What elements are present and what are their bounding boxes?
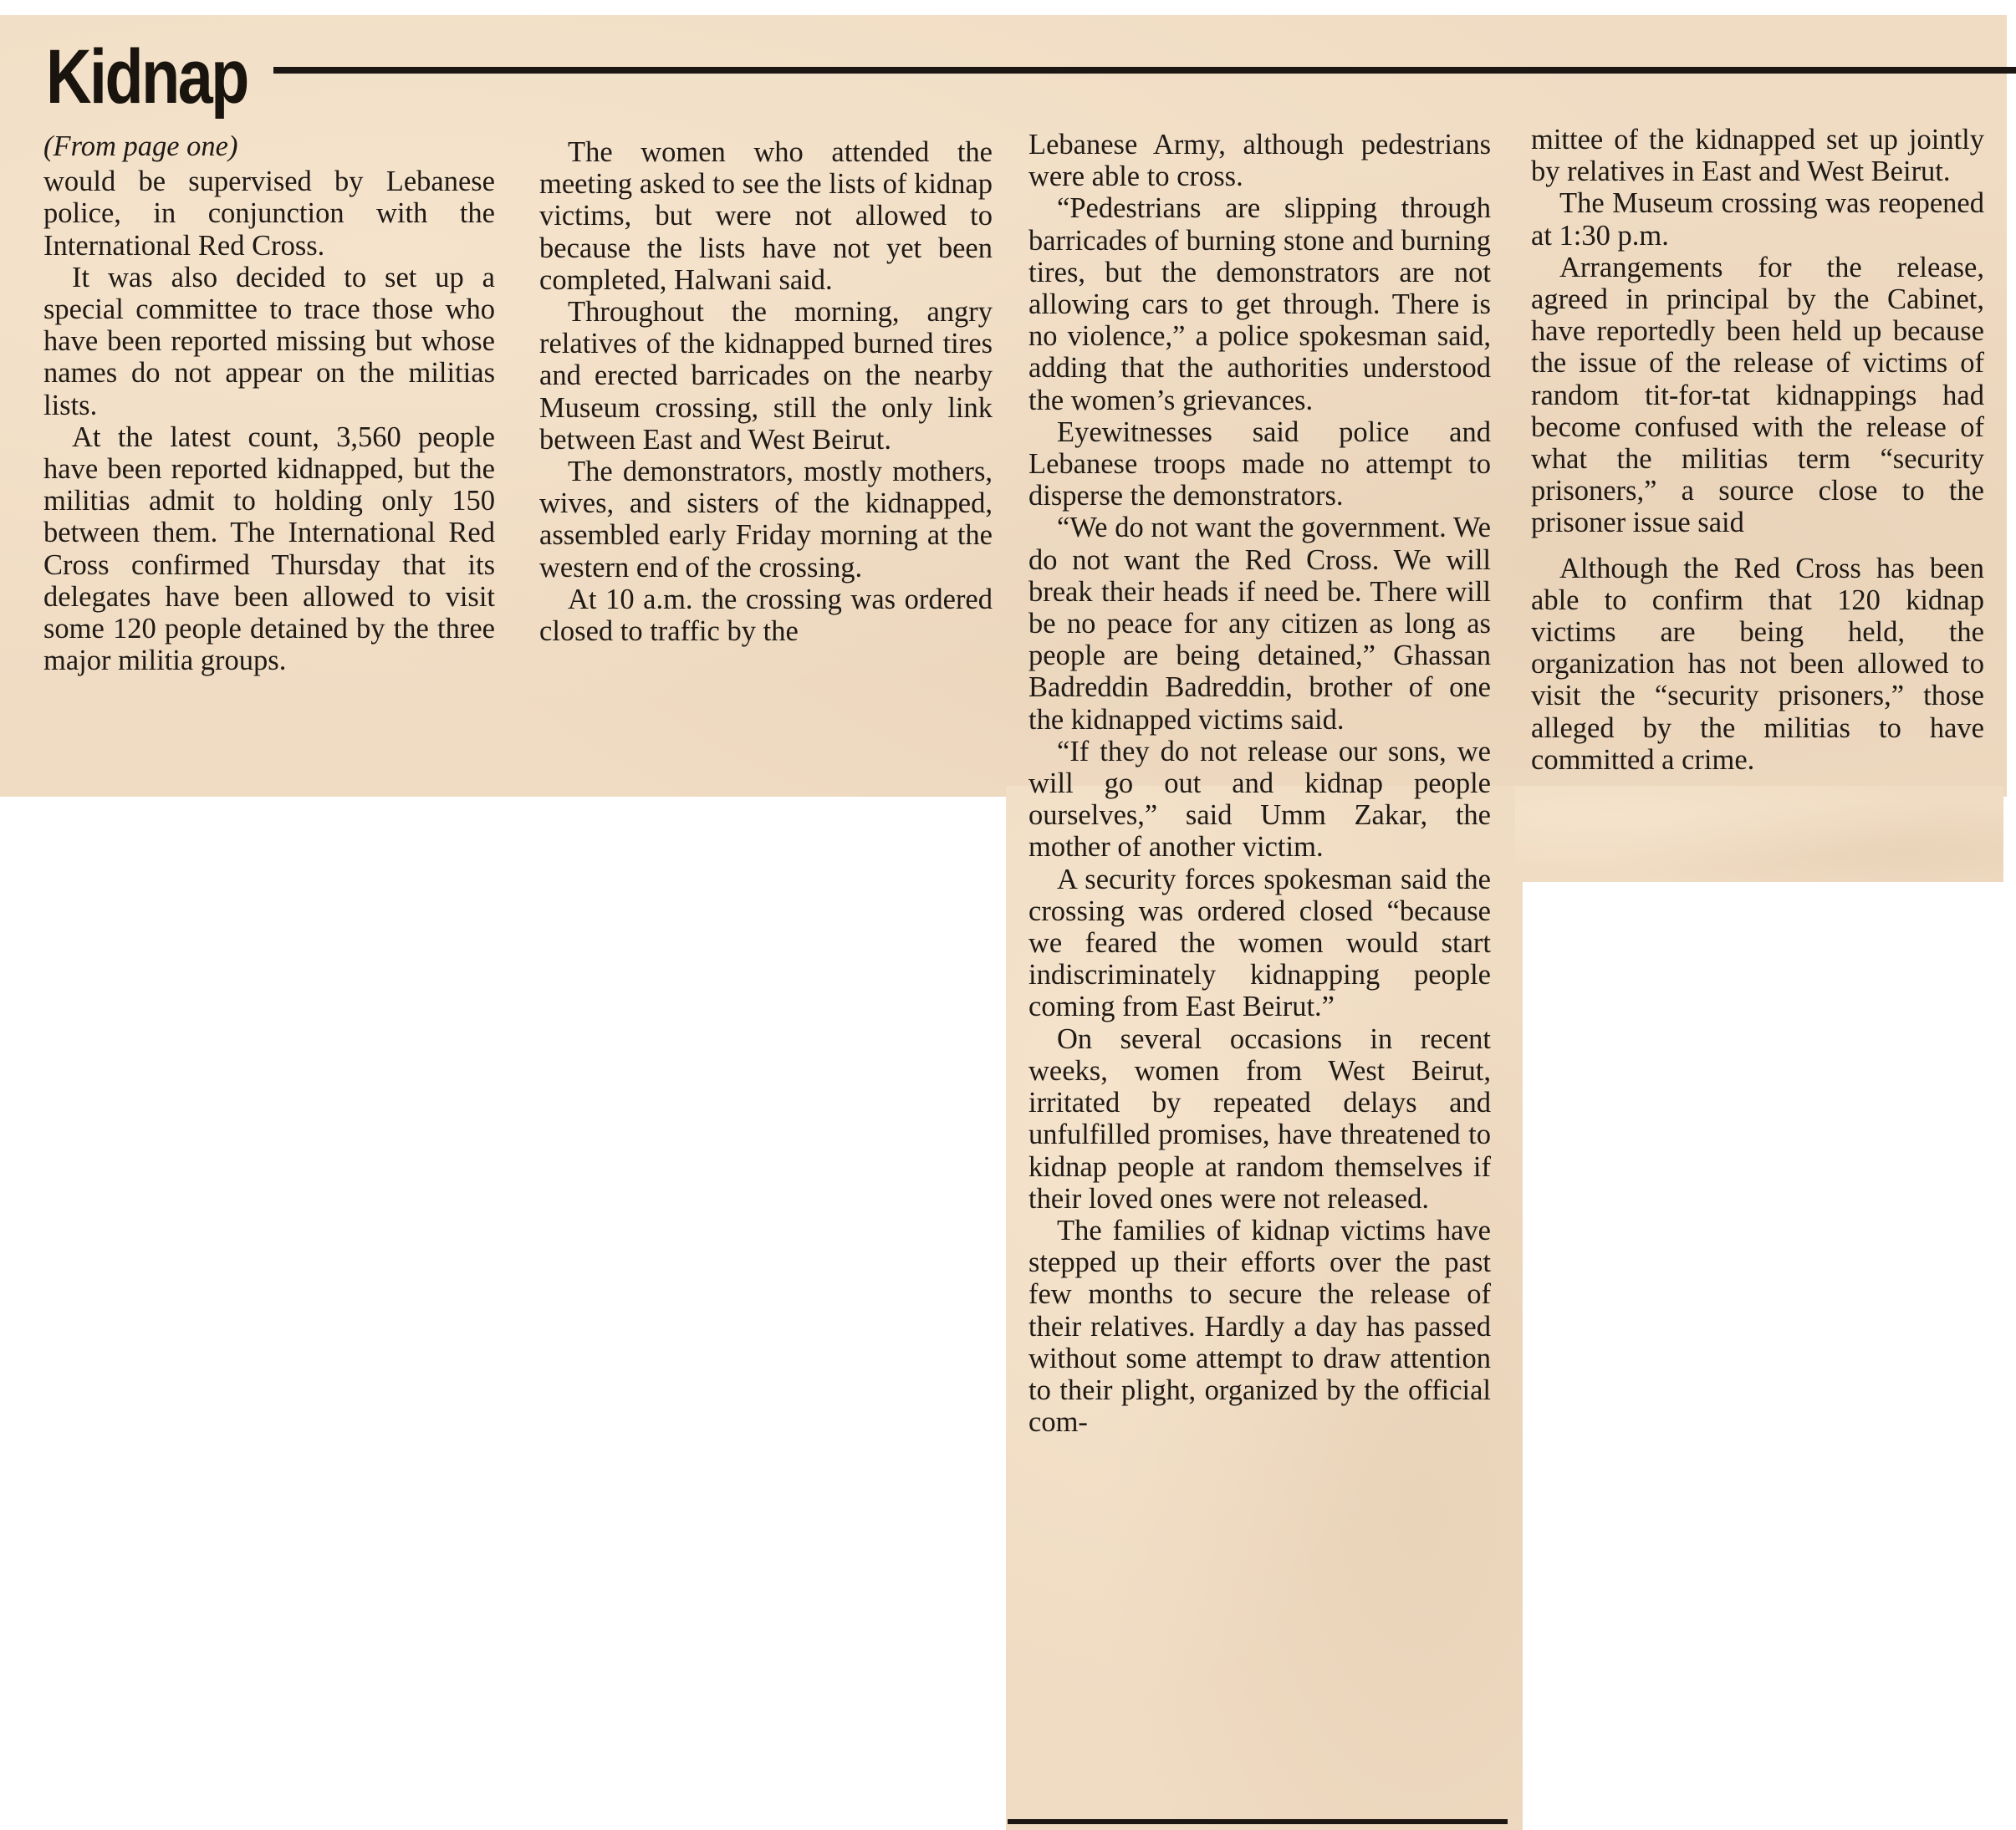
paragraph: mittee of the kidnapped set up jointly by relatives in East and West Beirut.: [1531, 124, 1984, 188]
paragraph: “If they do not release our sons, we will go out and kidnap people ourselves,” said Umm Zakar, the mother of another victim.: [1028, 735, 1491, 864]
article-column-2: [539, 136, 993, 647]
paragraph: The Museum crossing was reopened at 1:30 p.m.: [1531, 187, 1984, 252]
bottom-rule: [1008, 1819, 1508, 1824]
paragraph: On several occasions in recent weeks, women from West Beirut, irritated by repeated delays and unfulfilled promises, have threatened to kidnap people at random themselves if their loved ones were not released.: [1028, 1022, 1491, 1215]
paragraph: The women who attended the meeting asked to see the lists of kidnap victims, but were not allowed to because the lists have not yet been completed, Halwani said.: [539, 136, 993, 296]
paragraph: Arrangements for the release, agreed in principal by the Cabinet, have reportedly been held up because the issue of the release of victims of random tit-for-tat kidnappings had become confused with the release of what the militias term “security prisoners,” a source close to the prisoner issue said: [1531, 251, 1984, 539]
newsprint-clipping-fourth-column-tail: [1515, 786, 2003, 882]
paragraph: It was also decided to set up a special committee to trace those who have been reported missing but whose names do not appear on the militias lists.: [43, 261, 495, 421]
paragraph: “Pedestrians are slipping through barricades of burning stone and burning tires, but the demonstrators are not allowing cars to get through. There is no violence,” a police spokesman said, adding that the authorities understood the women’s grievances.: [1028, 192, 1491, 416]
paragraph: Although the Red Cross has been able to confirm that 120 kidnap victims are being held, the organization has not been allowed to visit the “security prisoners,” those alleged by the militias to have committed a crime.: [1531, 552, 1984, 776]
headline-rule: [273, 67, 2016, 74]
paragraph: Throughout the morning, angry relatives of the kidnapped burned tires and erected barricades on the nearby Museum crossing, still the only link between East and West Beirut.: [539, 296, 993, 456]
paragraph: At the latest count, 3,560 people have been reported kidnapped, but the militias admit to holding only 150 between them. The International Red Cross confirmed Thursday that its delegates have been allowed to visit some 120 people detained by the three major militia groups.: [43, 421, 495, 677]
article-column-3: [1028, 129, 1491, 1438]
paragraph: At 10 a.m. the crossing was ordered closed to traffic by the: [539, 583, 993, 648]
paragraph: would be supervised by Lebanese police, in conjunction with the International Red Cross.: [43, 166, 495, 262]
paragraph: A security forces spokesman said the crossing was ordered closed “because we feared the women would start indiscriminately kidnapping people coming from East Beirut.”: [1028, 863, 1491, 1023]
headline: Kidnap: [46, 34, 248, 120]
paragraph: The families of kidnap victims have stepped up their efforts over the past few months to secure the release of their relatives. Hardly a day has passed without some attempt to draw attention to their plight, organized by the official com-: [1028, 1214, 1491, 1439]
headline-row: [46, 27, 1986, 127]
paragraph: Eyewitnesses said police and Lebanese troops made no attempt to disperse the demonstrators.: [1028, 415, 1491, 512]
dateline: (From page one): [43, 130, 238, 162]
paragraph: “We do not want the government. We do not want the Red Cross. We will break their heads if need be. There will be no peace for any citizen as long as people are being detained,” Ghassan Badreddin Badreddin, brother of one the kidnapped victims said.: [1028, 512, 1491, 736]
article-column-1: [43, 130, 495, 676]
paragraph: The demonstrators, mostly mothers, wives, and sisters of the kidnapped, assembled early Friday morning at the western end of the crossing.: [539, 456, 993, 584]
article-column-4: [1531, 124, 1984, 776]
paragraph: Lebanese Army, although pedestrians were able to cross.: [1028, 129, 1491, 193]
